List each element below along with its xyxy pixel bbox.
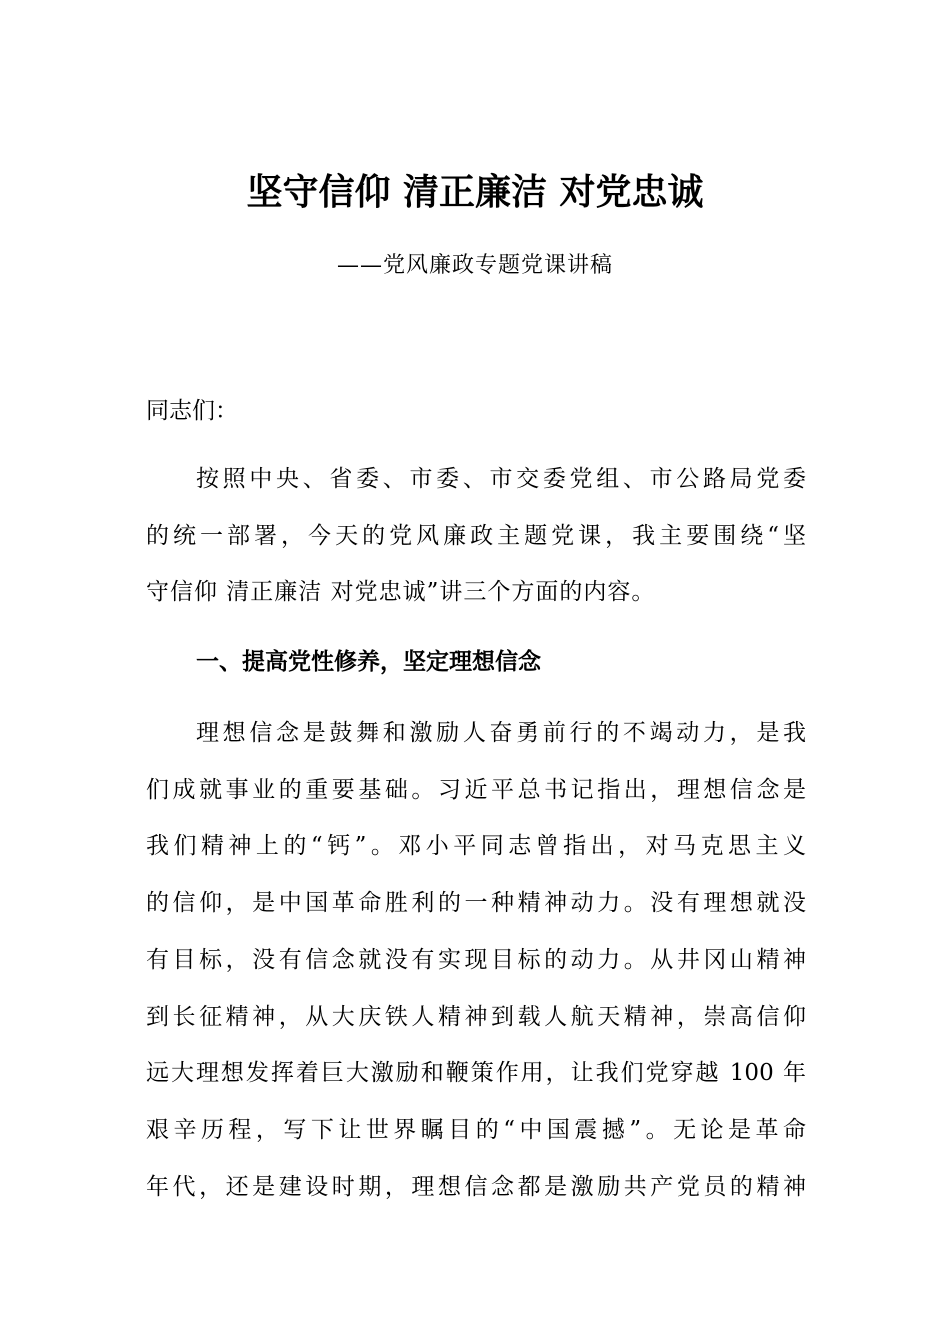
body-line: 年代，还是建设时期，理想信念都是激励共产党员的精神	[146, 1174, 806, 1200]
body-line: 艰辛历程，写下让世界瞩目的“中国震撼”。无论是革命	[146, 1117, 806, 1143]
body-line: 我们精神上的“钙”。邓小平同志曾指出，对马克思主义	[146, 833, 806, 859]
document-subtitle: ——党风廉政专题党课讲稿	[336, 253, 613, 278]
body-line: 们成就事业的重要基础。习近平总书记指出，理想信念是	[146, 777, 806, 803]
intro-line: 守信仰 清正廉洁 对党忠诚”讲三个方面的内容。	[146, 579, 656, 605]
body-line: 理想信念是鼓舞和激励人奋勇前行的不竭动力，是我	[196, 720, 806, 746]
intro-line: 按照中央、省委、市委、市交委党组、市公路局党委	[196, 466, 806, 492]
body-line: 的信仰，是中国革命胜利的一种精神动力。没有理想就没	[146, 890, 806, 916]
greeting: 同志们：	[146, 398, 238, 424]
section-heading: 一、提高党性修养，坚定理想信念	[196, 649, 541, 675]
document-title: 坚守信仰 清正廉洁 对党忠诚	[246, 171, 704, 213]
body-line: 有目标，没有信念就没有实现目标的动力。从井冈山精神	[146, 947, 806, 973]
body-line: 远大理想发挥着巨大激励和鞭策作用，让我们党穿越 100 年	[146, 1060, 806, 1086]
intro-line: 的统一部署，今天的党风廉政主题党课，我主要围绕“坚	[146, 523, 806, 549]
body-line: 到长征精神，从大庆铁人精神到载人航天精神，崇高信仰	[146, 1004, 806, 1030]
